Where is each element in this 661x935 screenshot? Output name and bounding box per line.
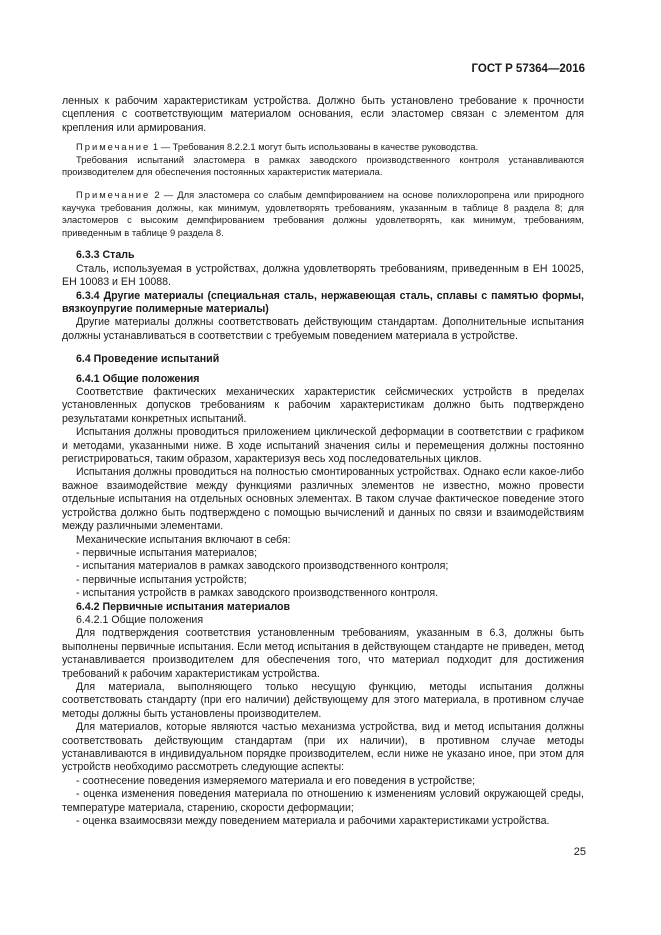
heading-6-3-4: 6.3.4 Другие материалы (специальная сталь, нержавеющая сталь, сплавы с памятью формы, вязкоупругие полимерные материалы) [62,289,584,315]
note-1-label: Примечание [76,141,151,153]
note-2-text: 2 — Для эластомера со слабым демпфированием на основе полихлоропрена или природного каучука требования должны, как минимум, удовлетворять требованиям, указанным в таблице 8 раздела 8; для эластомеров с высоким демпфированием требования должны удовлетворять, как минимум, требованиям, приведенным в таблице 9 раздела 8. [62,189,584,238]
heading-6-4-2: 6.4.2 Первичные испытания материалов [76,600,291,613]
note-1 [62,141,584,154]
heading-6-3-3: 6.3.3 Сталь [76,249,135,262]
paragraph-6-4-2-a: Для подтверждения соответствия установленным требованиям, указанным в 6.3, должны быть выполнены первичные испытания. Если метод испытания в действующем стандарте не приведен, метод устанавливается производителем для обеспечения того, что материал подходит для достижения требований к рабочим характеристикам устройства. [62,627,584,680]
paragraph-intro: ленных к рабочим характеристикам устройства. Должно быть установлено требование к прочности сцепления с соответствующим материалом основания, если эластомер связан с элементом для крепления или армирования. [62,95,584,134]
paragraph-6-4-1-b: Испытания должны проводиться приложением циклической деформации в соответствии с графиком и методами, указанными ниже. В ходе испытаний значения силы и перемещения должны постоянно регистрироваться, таким образом, характеризуя весь ход последовательных циклов. [62,426,584,466]
note-1-text: 1 — Требования 8.2.2.1 могут быть использованы в качестве руководства. [150,141,479,153]
note-2 [62,189,584,239]
paragraph-6-3-4: Другие материалы должны соответствовать действующим стандартам. Дополнительные испытания должны устанавливаться в соответствии с требуемым поведением материала в устройстве. [62,316,584,342]
list-item: - оценка изменения поведения материала по отношению к изменениям условий окружающей среды, температуре материала, старению, скорости деформации; [62,788,584,814]
paragraph-6-4-2-c: Для материалов, которые являются частью механизма устройства, вид и метод испытания должны соответствовать действующим стандартам (при их наличии), в противном случае методы устанавливаются в индивидуальном порядке производителем, если ниже не указано иное, при этом для устройств необходимо рассмотреть следующие аспекты: [62,721,584,774]
paragraph-6-4-2-b: Для материала, выполняющего только несущую функцию, методы испытания должны соответствовать стандарту (при его наличии) действующему для этого материала, в противном случае методы должны быть установлены производителем. [62,680,584,720]
standard-header: ГОСТ Р 57364—2016 [471,63,585,75]
list-item: - испытания материалов в рамках заводского производственного контроля; [76,560,449,573]
heading-6-4-1: 6.4.1 Общие положения [76,372,200,385]
paragraph-6-3-3: Сталь, используемая в устройствах, должна удовлетворять требованиям, приведенным в ЕН 10025, ЕН 10083 и ЕН 10088. [62,262,584,289]
note-2-label: Примечание [76,189,151,200]
note-1-continuation: Требования испытаний эластомера в рамках заводского производственного контроля устанавливаются производителем для обеспечения постоянных характеристик материала. [62,153,584,178]
heading-6-4: 6.4 Проведение испытаний [76,353,220,366]
paragraph-6-4-1-c: Испытания должны проводиться на полностью смонтированных устройствах. Однако если какое-либо важное взаимодействие между функциями различных элементов не известно, можно провести отдельные испытания на отдельных основных элементах. В таком случае фактическое поведение этого устройства должно быть подтверждено с помощью вычислений и данных по связи и взаимодействиям между различными элементами. [62,466,584,533]
list-item: - первичные испытания материалов; [76,546,258,559]
list-item: - оценка взаимосвязи между поведением материала и рабочими характеристиками устройства. [76,815,550,828]
heading-6-4-2-1: 6.4.2.1 Общие положения [76,613,204,626]
paragraph-6-4-1-d: Механические испытания включают в себя: [76,533,291,546]
page-body [62,95,584,828]
list-item: - испытания устройств в рамках заводского производственного контроля. [76,587,439,600]
paragraph-6-4-1-a: Соответствие фактических механических характеристик сейсмических устройств в пределах установленных допусков требованиям к рабочим характеристикам должно быть подтверждено результатами конкретных испытаний. [62,386,584,425]
list-item: - первичные испытания устройств; [76,573,247,586]
list-item: - соотнесение поведения измеряемого материала и его поведения в устройстве; [76,774,476,787]
page-number: 25 [573,846,586,858]
